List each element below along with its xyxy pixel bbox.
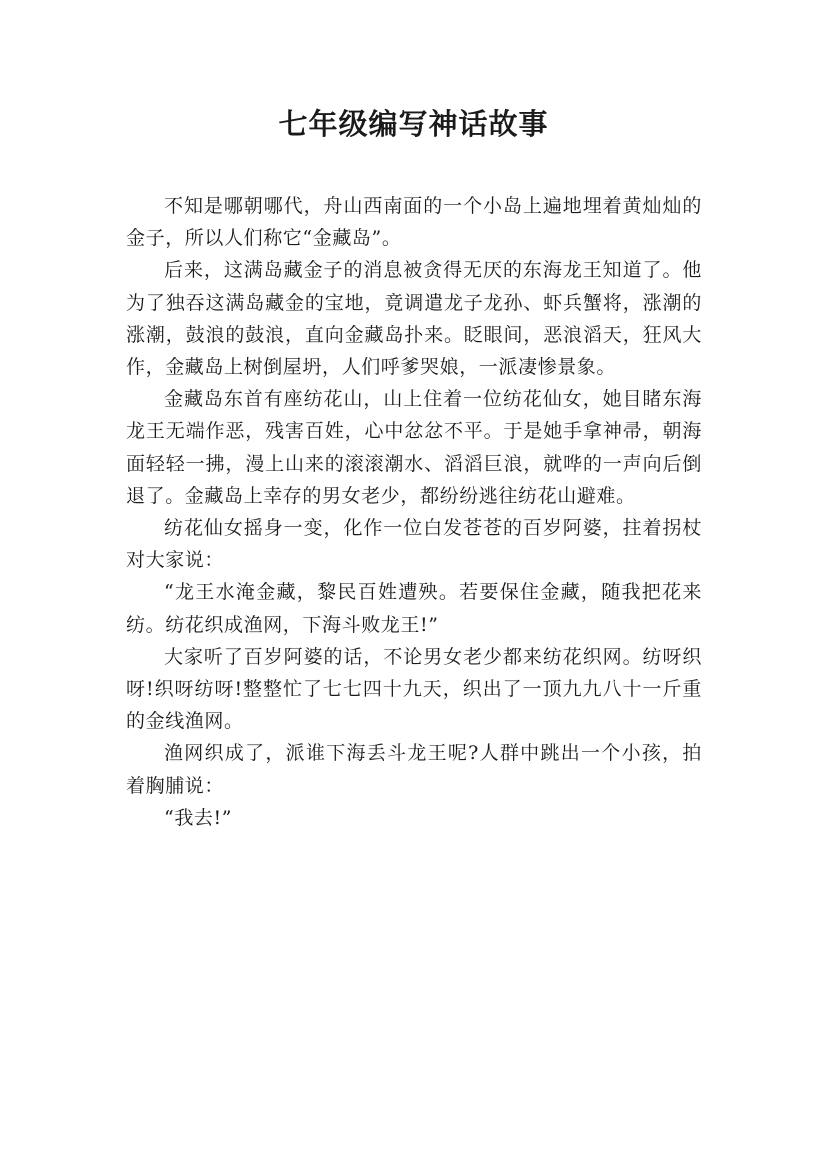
paragraph: “我去!”	[164, 806, 233, 829]
paragraph: 大家听了百岁阿婆的话，不论男女老少都来纺花织网。纺呀织呀!织呀纺呀!整整忙了七七四十九天，织出了一顶九九八十一斤重的金线渔网。	[126, 645, 702, 733]
paragraph: 渔网织成了，派谁下海丢斗龙王呢?人群中跳出一个小孩，拍着胸脯说：	[126, 742, 702, 797]
paragraph: 不知是哪朝哪代，舟山西南面的一个小岛上遍地埋着黄灿灿的金子，所以人们称它“金藏岛”。	[126, 195, 702, 250]
paragraph: 纺花仙女摇身一变，化作一位白发苍苍的百岁阿婆，拄着拐杖对大家说：	[126, 517, 702, 572]
paragraph: 后来，这满岛藏金子的消息被贪得无厌的东海龙王知道了。他为了独吞这满岛藏金的宝地，竟调遣龙子龙孙、虾兵蟹将，涨潮的涨潮，鼓浪的鼓浪，直向金藏岛扑来。眨眼间，恶浪滔天，狂风大作，金藏岛上树倒屋坍，人们呼爹哭娘，一派凄惨景象。	[126, 259, 702, 379]
page-title: 七年级编写神话故事	[278, 107, 549, 141]
paragraph: “龙王水淹金藏，黎民百姓遭殃。若要保住金藏，随我把花来纺。纺花织成渔网，下海斗败龙王!”	[126, 581, 702, 636]
paragraph: 金藏岛东首有座纺花山，山上住着一位纺花仙女，她目睹东海龙王无端作恶，残害百姓，心中忿忿不平。于是她手拿神帚，朝海面轻轻一拂，漫上山来的滚滚潮水、滔滔巨浪，就哗的一声向后倒退了。金藏岛上幸存的男女老少，都纷纷逃往纺花山避难。	[126, 388, 702, 507]
article-body	[126, 190, 702, 834]
